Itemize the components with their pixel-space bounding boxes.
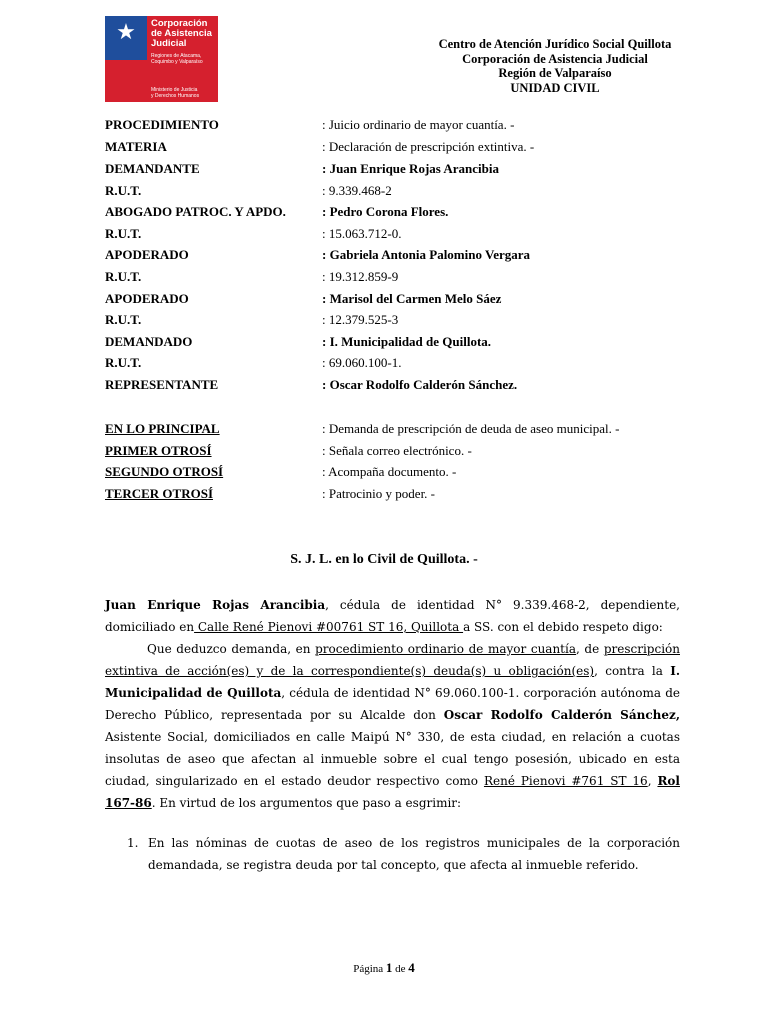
logo-text-panel (147, 16, 218, 102)
case-value: : 12.379.525-3 (322, 312, 399, 327)
case-value: : Declaración de prescripción extintiva. - (322, 139, 535, 154)
property-rol: Rol 167-86 (105, 774, 680, 810)
office-header (380, 37, 730, 95)
logo-ministry: Ministerio de Justicia y Derechos Humanos (151, 87, 200, 99)
case-value: : I. Municipalidad de Quillota. (322, 334, 492, 349)
case-value: : Oscar Rodolfo Calderón Sánchez. (322, 377, 518, 392)
case-row (105, 183, 705, 203)
case-value: : Marisol del Carmen Melo Sáez (322, 291, 502, 306)
court-title: S. J. L. en lo Civil de Quillota. - (290, 552, 478, 567)
case-value: : Juicio ordinario de mayor cuantía. - (322, 117, 515, 132)
header-line-4: UNIDAD CIVIL (510, 80, 600, 95)
plaintiff-name: Juan Enrique Rojas Arancibia (105, 598, 326, 612)
case-value: : 9.339.468-2 (322, 183, 392, 198)
section-value: : Señala correo electrónico. - (322, 443, 472, 458)
list-item (127, 832, 680, 876)
prescription-claim: prescripción extintiva de acción(es) y de la correspondiente(s) deuda(s) u obligación(es) (105, 642, 680, 678)
case-row (105, 291, 705, 311)
case-label: DEMANDADO (105, 334, 193, 349)
case-label: REPRESENTANTE (105, 377, 219, 392)
representative-name: Oscar Rodolfo Calderón Sánchez, (443, 708, 680, 722)
property-address: René Pienovi #761 ST 16 (483, 774, 648, 788)
case-label: R.U.T. (105, 183, 142, 198)
case-row (105, 269, 705, 289)
case-label: APODERADO (105, 291, 189, 306)
section-label: TERCER OTROSÍ (105, 486, 213, 501)
case-label: DEMANDANTE (105, 161, 200, 176)
case-label: R.U.T. (105, 355, 142, 370)
case-value: : Pedro Corona Flores. (322, 204, 449, 219)
header-line-3: Región de Valparaíso (498, 66, 612, 80)
case-row (105, 355, 705, 375)
case-row (105, 377, 705, 397)
case-row (105, 161, 705, 181)
case-value: : Juan Enrique Rojas Arancibia (322, 161, 499, 176)
total-pages: 4 (408, 960, 415, 975)
section-value: : Acompaña documento. - (322, 464, 457, 479)
claim-paragraph: Que deduzco demanda, en procedimiento ordinario de mayor cuantía, de prescripción extintiva de acción(es) y de la correspondiente(s) deuda(s) u obligación(es), contra la I. Municipalidad de Quillota, cédula de identidad N° 69.060.100-1. corporación autónoma de Derecho Público, representada por su Alcalde don Oscar Rodolfo Calderón Sánchez, Asistente Social, domiciliados en calle Maipú N° 330, de esta ciudad, en relación a cuotas insolutas de aseo que afectan al inmueble sobre el cual tengo posesión, ubicado en esta ciudad, singularizado en el estado deudor respectivo como René Pienovi #761 ST 16, Rol 167-86. En virtud de los argumentos que paso a esgrimir: (105, 642, 680, 810)
logo-title: Corporación de Asistencia Judicial (151, 18, 212, 49)
corporation-logo (105, 16, 218, 102)
plaintiff-address: Calle René Pienovi #00761 ST 16, Quillota (194, 620, 464, 634)
header-line-1: Centro de Atención Jurídico Social Quillota (438, 37, 672, 51)
logo-emblem (105, 16, 147, 102)
case-label: MATERIA (105, 139, 167, 154)
case-row (105, 117, 705, 137)
header-line-2: Corporación de Asistencia Judicial (462, 51, 648, 66)
opening-paragraph: Juan Enrique Rojas Arancibia, cédula de identidad N° 9.339.468-2, dependiente, domiciliado en Calle René Pienovi #00761 ST 16, Quillota a SS. con el debido respeto digo: (105, 598, 680, 634)
section-value: : Patrocinio y poder. - (322, 486, 436, 501)
case-value: : Gabriela Antonia Palomino Vergara (322, 247, 530, 262)
case-value: : 69.060.100-1. (322, 355, 402, 370)
defendant-name: I. Municipalidad de Quillota (105, 664, 680, 700)
section-label: PRIMER OTROSÍ (105, 443, 212, 458)
case-row (105, 204, 705, 224)
star-icon: ★ (116, 20, 136, 45)
case-label: R.U.T. (105, 226, 142, 241)
case-row (105, 334, 705, 354)
procedure-type: procedimiento ordinario de mayor cuantía (315, 642, 576, 656)
case-row (105, 139, 705, 159)
list-number: 1. (127, 836, 139, 850)
section-value: : Demanda de prescripción de deuda de aseo municipal. - (322, 421, 620, 436)
section-row (105, 443, 705, 463)
section-row (105, 421, 705, 441)
section-row (105, 464, 705, 484)
section-row (105, 486, 705, 506)
case-label: R.U.T. (105, 269, 142, 284)
list-text: En las nóminas de cuotas de aseo de los registros municipales de la corporación demandada, se registra deuda por tal concepto, que afecta al inmueble referido. (148, 836, 680, 872)
logo-subtitle: Regiones de Atacama, Coquimbo y Valparaíso (151, 53, 203, 65)
case-row (105, 312, 705, 332)
case-label: R.U.T. (105, 312, 142, 327)
case-value: : 19.312.859-9 (322, 269, 399, 284)
case-label: PROCEDIMIENTO (105, 117, 219, 132)
current-page: 1 (385, 960, 393, 975)
case-row (105, 226, 705, 246)
page-footer: Página 1 de 4 (353, 960, 415, 975)
case-label: APODERADO (105, 247, 189, 262)
section-label: SEGUNDO OTROSÍ (105, 464, 224, 479)
case-value: : 15.063.712-0. (322, 226, 402, 241)
section-label: EN LO PRINCIPAL (105, 421, 220, 436)
case-row (105, 247, 705, 267)
case-label: ABOGADO PATROC. Y APDO. (105, 204, 286, 219)
